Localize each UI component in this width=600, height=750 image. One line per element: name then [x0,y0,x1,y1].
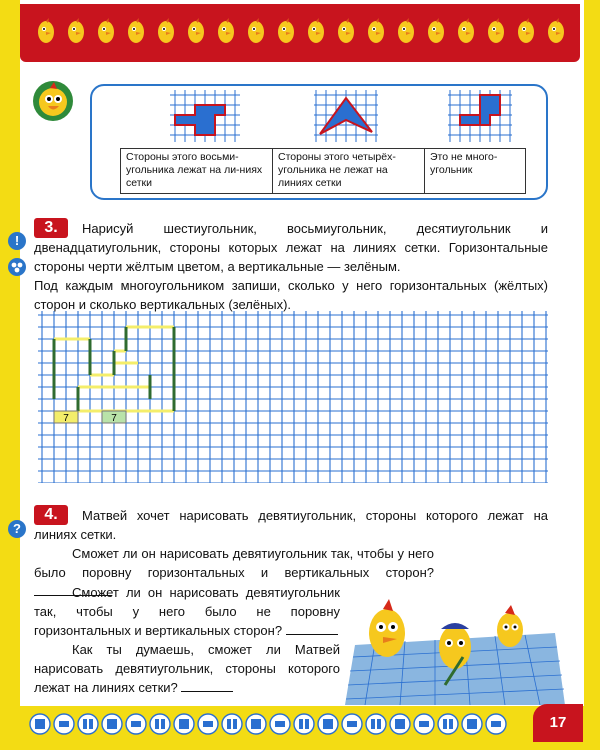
chick-icon [426,18,446,44]
chick-icon [216,18,236,44]
task-4-question-2 [34,583,340,640]
chick-icon [36,18,56,44]
figure-caption-table [120,148,526,194]
chick-icon [546,18,566,44]
answer-line-3[interactable] [181,680,233,692]
decorative-footer-strip [28,712,518,736]
chick-icon [126,18,146,44]
chick-icon [516,18,536,44]
example-callout [90,84,548,200]
chick-icon [336,18,356,44]
page-border-right [584,0,600,750]
task-3-number: 3. [34,218,68,238]
task-4-question-3-text: Как ты думаешь, сможет ли Матвей нарисовать девятиугольник, стороны которого лежат на линиях сетки? [34,642,340,695]
decorative-header-band [20,4,580,62]
chicks-on-grid-illustration [345,585,565,705]
caption-octagon: Стороны этого восьми-угольника лежат на ли-ниях сетки [121,149,273,194]
task-4-question-2-text: Сможет ли он нарисовать девятиугольник так, чтобы у него было не поровну горизонтальных и вертикальных сторон? [34,585,340,638]
answer-line-2[interactable] [286,623,338,635]
chick-icon [306,18,326,44]
task-4-question-1-text: Сможет ли он нарисовать девятиугольник так, чтобы у него было поровну горизонтальных и вертикальных сторон? [34,546,434,580]
chick-icon [366,18,386,44]
question-icon: ? [8,520,26,538]
caption-non-polygon: Это не много-угольник [425,149,526,194]
task-3-subinstructions: Под каждым многоугольником запиши, сколько у него горизонтальных (жёлтых) сторон и сколько вертикальных (зелёных). [34,278,548,312]
caption-quadrilateral: Стороны этого четырёх-угольника не лежат на линиях сетки [273,149,425,194]
task-3-instructions: Нарисуй шестиугольник, восьмиугольник, десятиугольник и двенадцатиугольник, стороны которых лежат на линиях сетки. Горизонтальные стороны черти жёлтым цветом, а вертикальные — зелёным. [34,221,548,274]
chick-icon [276,18,296,44]
chick-icon [96,18,116,44]
chick-icon [186,18,206,44]
chick-icon [486,18,506,44]
task-4-intro: Матвей хочет нарисовать девятиугольник, стороны которого лежат на линиях сетки. [34,508,548,542]
page-border-left [0,0,20,750]
quadrilateral-example-figure [314,90,378,142]
non-polygon-example-figure [448,90,512,142]
task-4-number: 4. [34,505,68,525]
task-4-question-3 [34,640,340,697]
green-count-text: 7 [111,413,117,424]
chick-icon [396,18,416,44]
chick-icon [156,18,176,44]
group-work-icon [8,258,26,276]
page-number: 17 [533,704,583,742]
octagon-example-figure [170,90,240,142]
drawing-grid[interactable] [38,311,548,483]
yellow-count-text: 7 [63,413,69,424]
chick-icon [456,18,476,44]
chick-icon [246,18,266,44]
grid-lines [38,311,548,483]
chick-icon [66,18,86,44]
mascot-chick-icon [32,80,74,122]
attention-icon: ! [8,232,26,250]
